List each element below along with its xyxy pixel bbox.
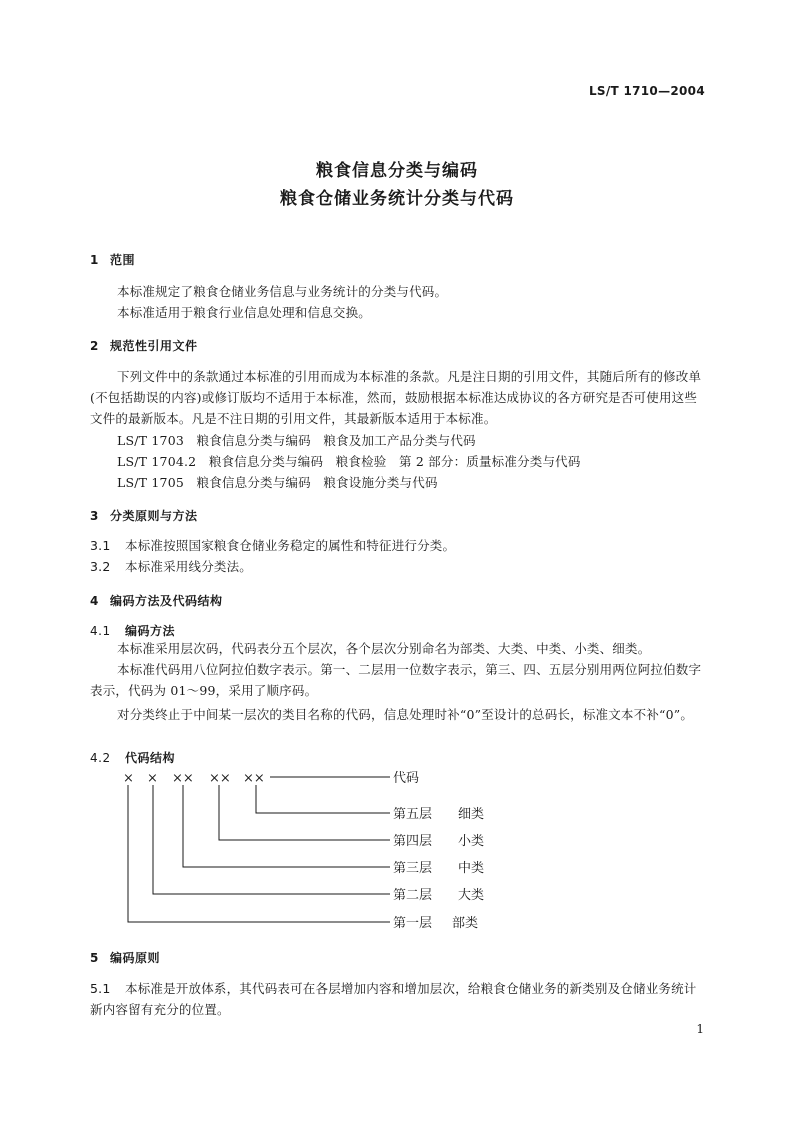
section-4-1-paragraph-2: 本标准代码用八位阿拉伯数字表示。第一、二层用一位数字表示，第三、四、五层分别用两位阿拉伯数字表示，代码为 01～99，采用了顺序码。: [90, 662, 702, 698]
section-number: 2: [90, 339, 99, 353]
code-structure-diagram: [0, 760, 794, 940]
section-5-heading: [90, 949, 160, 966]
clause-text: 本标准采用线分类法。: [125, 559, 253, 574]
clause-number: 3.2: [90, 559, 111, 574]
section-title: 编码原则: [110, 951, 161, 965]
clause-3-2: [90, 556, 706, 577]
code-symbol: ××: [172, 771, 194, 786]
standard-code: LS/T 1710—2004: [588, 84, 705, 98]
level-connector-1: [128, 785, 390, 922]
level-class: 细类: [458, 807, 485, 822]
level-class: 小类: [458, 834, 485, 849]
level-layer: 第三层: [393, 861, 433, 876]
section-3-heading: [90, 507, 198, 524]
clause-3-1: [90, 535, 706, 556]
subsection-title: 编码方法: [125, 624, 176, 638]
section-1-paragraph-2: 本标准适用于粮食行业信息处理和信息交换。: [117, 305, 372, 320]
code-symbol: ×: [147, 771, 158, 786]
section-2-paragraph-1: 下列文件中的条款通过本标准的引用而成为本标准的条款。凡是注日期的引用文件，其随后所有的修改单(不包括勘误的内容)或修订版均不适用于本标准，然而，鼓励根据本标准达成协议的各方研究是否可使用这些文件的最新版本。凡是不注日期的引用文件，其最新版本适用于本标准。: [90, 369, 702, 426]
clause-text: 本标准按照国家粮食仓储业务稳定的属性和特征进行分类。: [125, 538, 456, 553]
section-1-heading: [90, 251, 135, 268]
page-number: 1: [696, 1022, 704, 1036]
clause-text: 本标准是开放体系，其代码表可在各层增加内容和增加层次，给粮食仓储业务的新类别及仓储业务统计新内容留有充分的位置。: [90, 981, 697, 1017]
section-number: 5: [90, 951, 99, 965]
section-1-paragraph-1: 本标准规定了粮食仓储业务信息与业务统计的分类与代码。: [117, 284, 448, 299]
level-connector-5: [256, 785, 390, 813]
code-symbol: ××: [243, 771, 265, 786]
level-layer: 第二层: [393, 888, 433, 903]
section-4-1-paragraph-1: 本标准采用层次码，代码表分五个层次，各个层次分别命名为部类、大类、中类、小类、细类。: [117, 641, 651, 656]
title-line-2: 粮食仓储业务统计分类与代码: [280, 189, 514, 209]
reference-item: LS/T 1703 粮食信息分类与编码 粮食及加工产品分类与代码: [117, 433, 476, 448]
subsection-number: 4.2: [90, 751, 111, 765]
code-symbol: ×: [123, 771, 134, 786]
level-class: 部类: [452, 916, 479, 931]
reference-item: LS/T 1705 粮食信息分类与编码 粮食设施分类与代码: [117, 475, 438, 490]
section-number: 1: [90, 253, 99, 267]
level-connector-3: [183, 785, 390, 867]
section-title: 范围: [110, 253, 136, 267]
subsection-4-1-heading: [90, 622, 175, 639]
level-layer: 第五层: [393, 807, 433, 822]
section-2-heading: [90, 337, 198, 354]
level-class: 大类: [458, 888, 485, 903]
clause-number: 5.1: [90, 981, 111, 996]
reference-item: LS/T 1704.2 粮食信息分类与编码 粮食检验 第 2 部分：质量标准分类与代码: [117, 454, 581, 469]
section-4-1-paragraph-3: 对分类终止于中间某一层次的类目名称的代码，信息处理时补“0”至设计的总码长，标准文本不补“0”。: [117, 707, 694, 722]
level-layer: 第一层: [393, 916, 433, 931]
subsection-title: 代码结构: [125, 751, 176, 765]
level-layer: 第四层: [393, 834, 433, 849]
section-title: 编码方法及代码结构: [110, 594, 223, 608]
section-number: 3: [90, 509, 99, 523]
code-label: 代码: [393, 771, 420, 786]
section-title: 分类原则与方法: [110, 509, 198, 523]
clause-5-1: [90, 978, 706, 1020]
level-class: 中类: [458, 861, 485, 876]
subsection-number: 4.1: [90, 624, 111, 638]
code-symbol: ××: [209, 771, 231, 786]
title-line-1: 粮食信息分类与编码: [316, 161, 478, 181]
clause-number: 3.1: [90, 538, 111, 553]
section-title: 规范性引用文件: [110, 339, 198, 353]
section-4-heading: [90, 592, 223, 609]
section-number: 4: [90, 594, 99, 608]
